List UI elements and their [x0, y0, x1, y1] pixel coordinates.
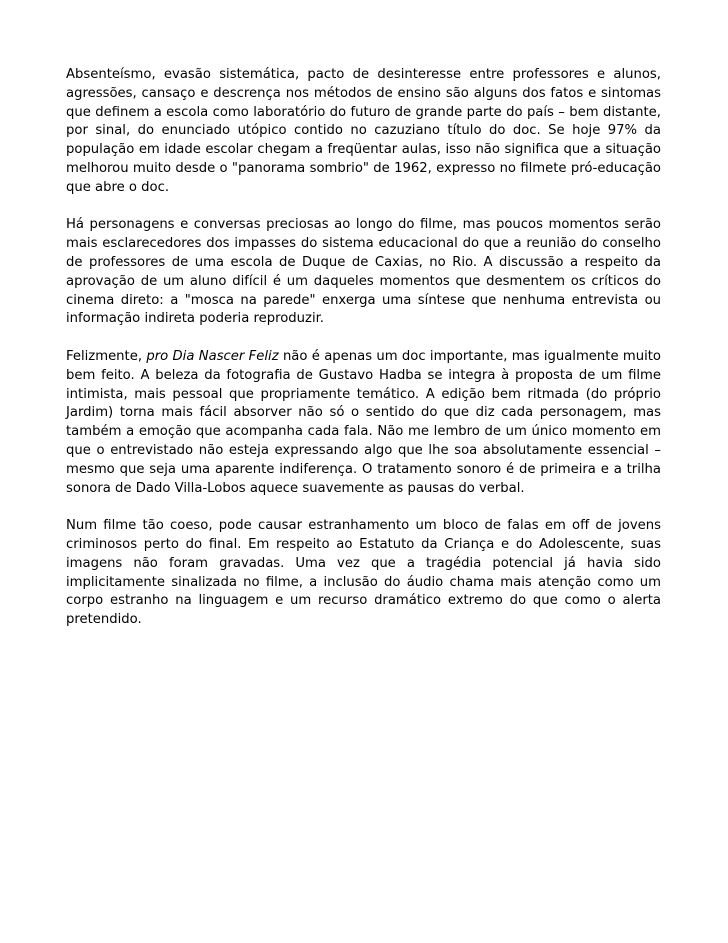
paragraph-4	[66, 517, 661, 630]
paragraph-1-text: Absenteísmo, evasão sistemática, pacto de desinteresse entre professores e alunos, agressões, cansaço e descrença nos métodos de ensino são alguns dos fatos e sintomas que definem a escola como laboratório do futuro de grande parte do país – bem distante, por sinal, do enunciado utópico contido no cazuziano título do doc. Se hoje 97% da população em idade escolar chegam a freqüentar aulas, isso não significa que a situação melhorou muito desde o "panorama sombrio" de 1962, expresso no filmete pró-educação que abre o doc.	[66, 67, 661, 195]
paragraph-3-lead: Felizmente,	[66, 348, 147, 364]
film-title: pro Dia Nascer Feliz	[146, 348, 279, 364]
document-page	[66, 66, 661, 649]
paragraph-3	[66, 348, 661, 498]
paragraph-3-text: não é apenas um doc importante, mas igualmente muito bem feito. A beleza da fotografia de Gustavo Hadba se integra à proposta de um filme intimista, mais pessoal que propriamente temático. A edição bem ritmada (do próprio Jardim) torna mais fácil absorver não só o sentido do que diz cada personagem, mas também a emoção que acompanha cada fala. Não me lembro de um único momento em que o entrevistado não esteja expressando algo que lhe soa absolutamente essencial – mesmo que seja uma aparente indiferença. O tratamento sonoro é de primeira e a trilha sonora de Dado Villa-Lobos aquece suavemente as pausas do verbal.	[66, 348, 661, 496]
paragraph-2	[66, 216, 661, 329]
paragraph-2-text: Há personagens e conversas preciosas ao longo do filme, mas poucos momentos serão mais esclarecedores dos impasses do sistema educacional do que a reunião do conselho de professores de uma escola de Duque de Caxias, no Rio. A discussão a respeito da aprovação de um aluno difícil é um daqueles momentos que desmentem os críticos do cinema direto: a "mosca na parede" enxerga uma síntese que nenhuma entrevista ou informação indireta poderia reproduzir.	[66, 217, 661, 327]
paragraph-1	[66, 66, 661, 198]
paragraph-4-text: Num filme tão coeso, pode causar estranhamento um bloco de falas em off de jovens criminosos perto do final. Em respeito ao Estatuto da Criança e do Adolescente, suas imagens não foram gravadas. Uma vez que a tragédia potencial já havia sido implicitamente sinalizada no filme, a inclusão do áudio chama mais atenção como um corpo estranho na linguagem e um recurso dramático extremo do que como o alerta pretendido.	[66, 518, 661, 628]
